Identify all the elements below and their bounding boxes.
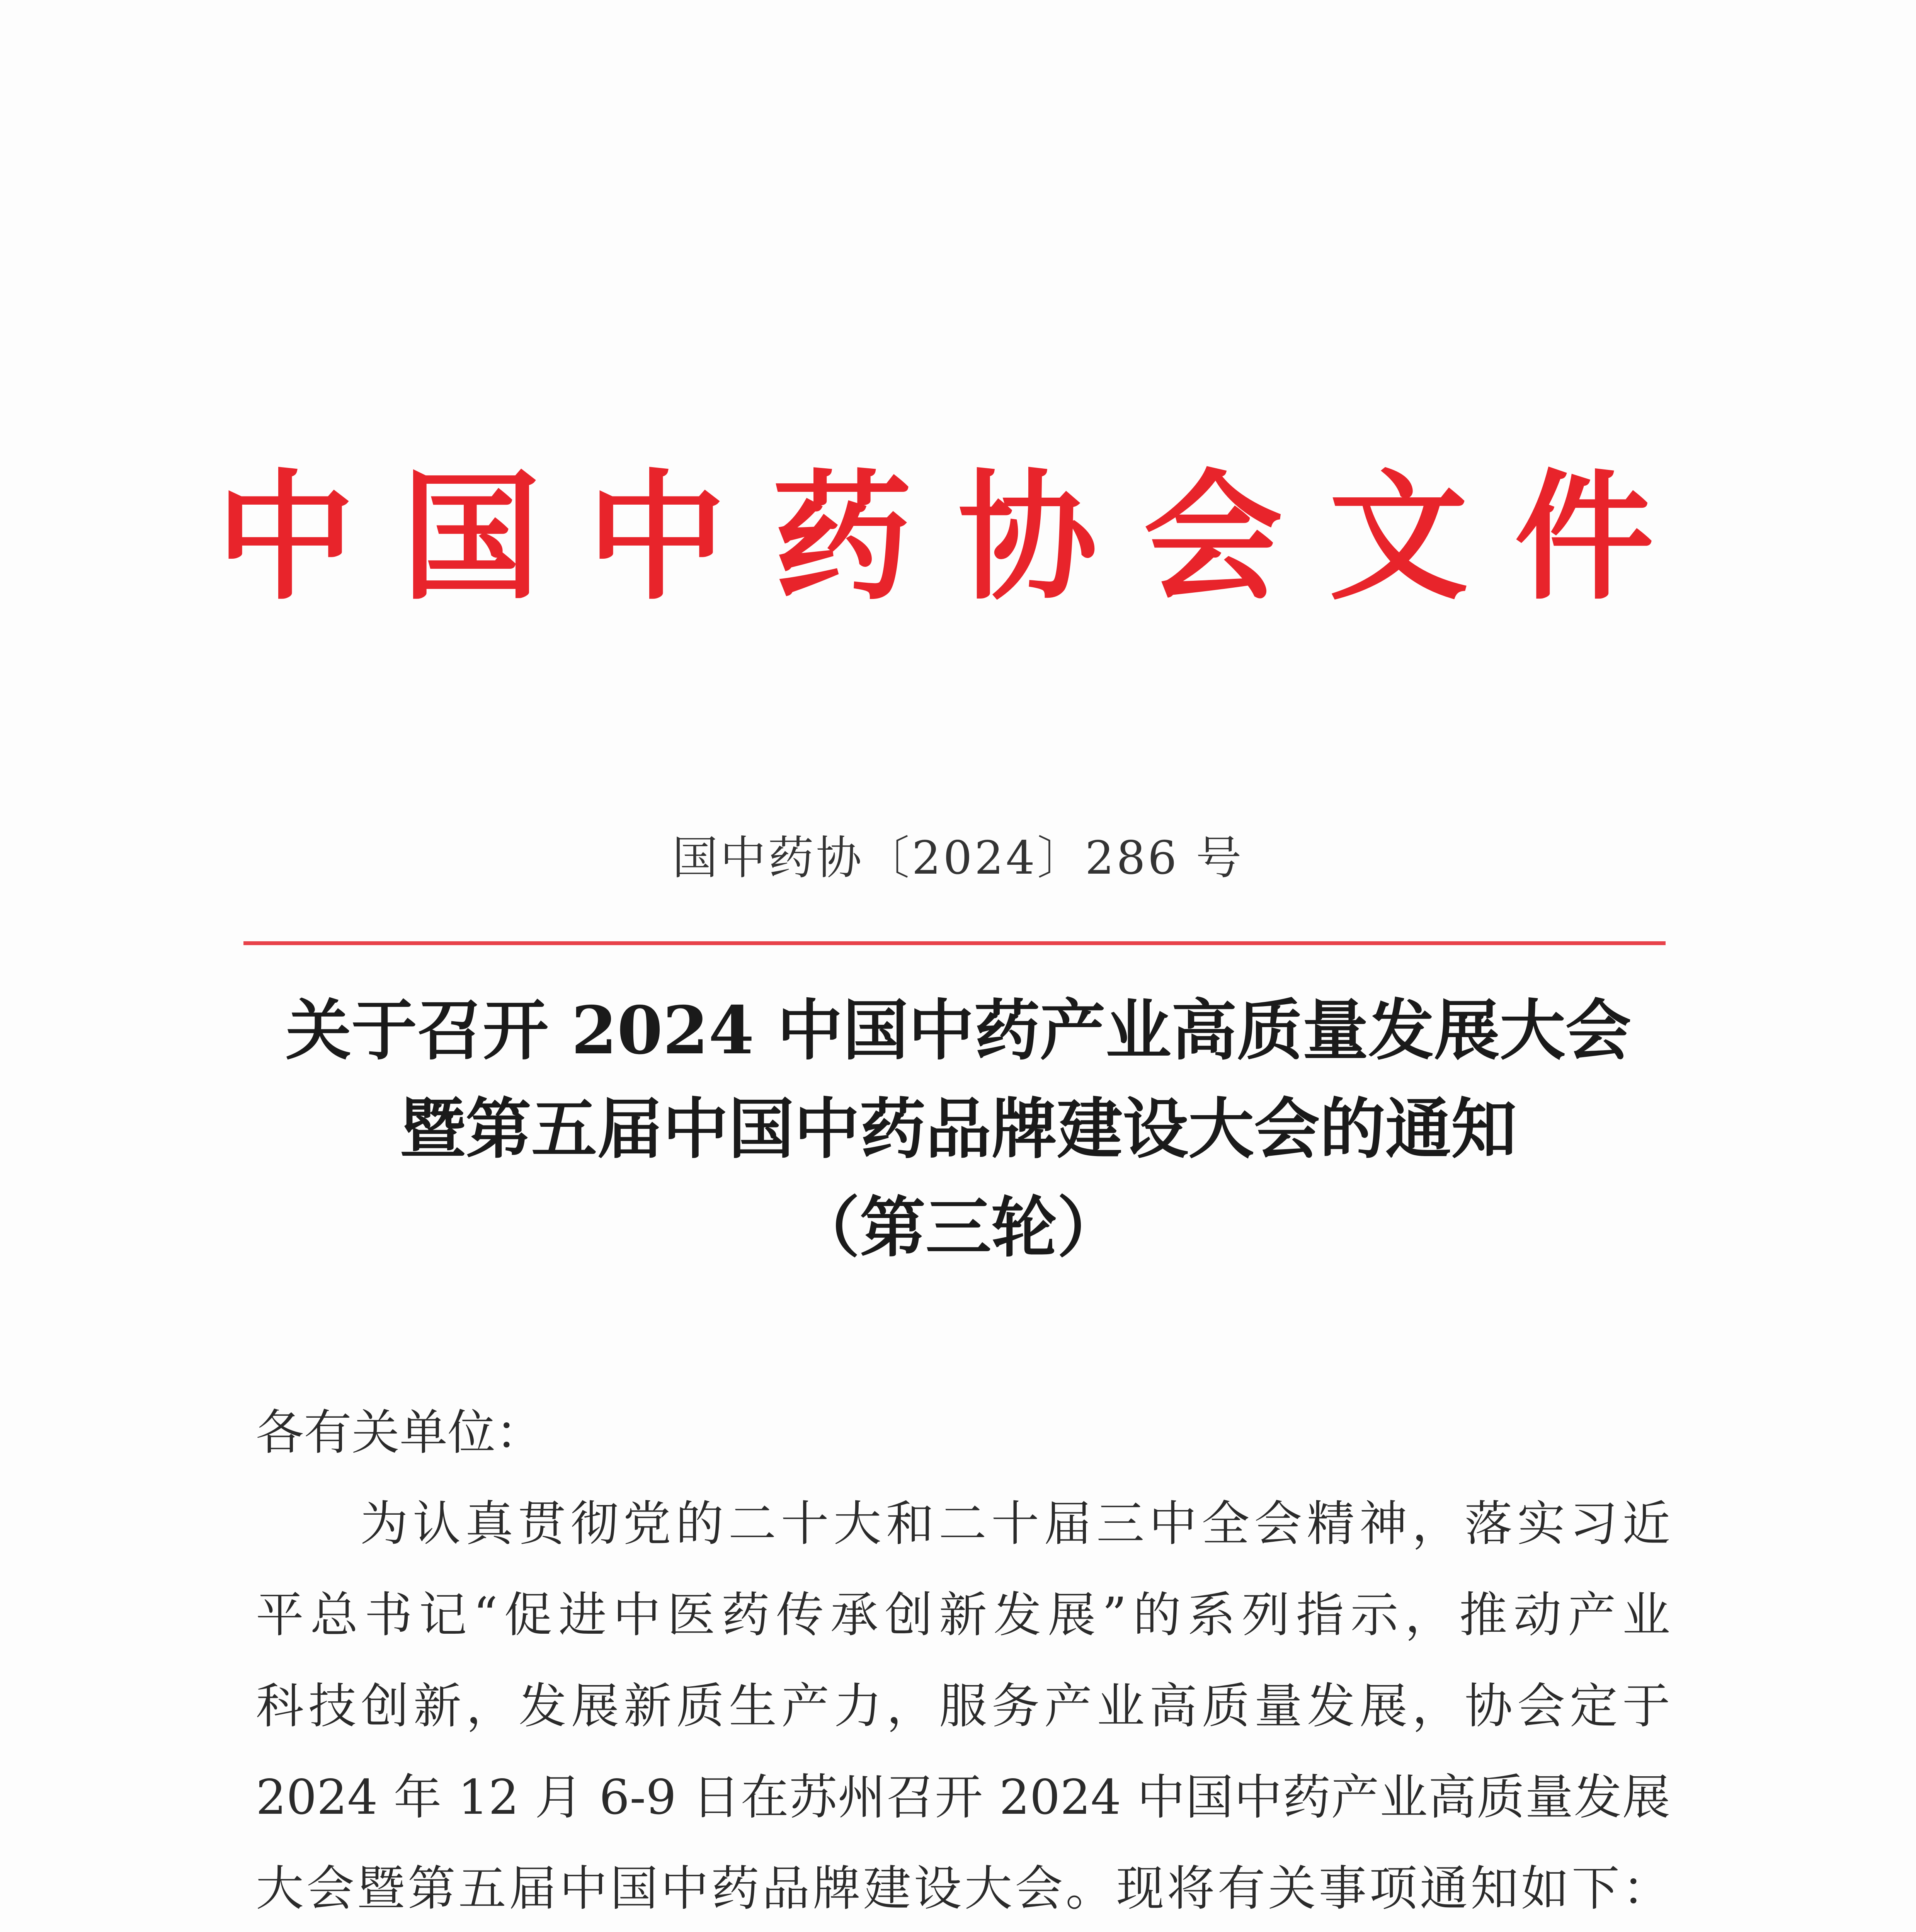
title-line-2: 暨第五届中国中药品牌建设大会的通知	[400, 1090, 1517, 1168]
masthead-title: 中国中药协会文件	[216, 455, 1700, 619]
paragraph-1-line-2: 平总书记“促进中医药传承创新发展”的系列指示，推动产业	[256, 1587, 1670, 1643]
red-divider-rule	[243, 941, 1666, 945]
title-line-1: 关于召开 2024 中国中药产业高质量发展大会	[286, 992, 1631, 1069]
salutation: 各有关单位：	[256, 1405, 544, 1461]
paragraph-1-line-3: 科技创新，发展新质生产力，服务产业高质量发展，协会定于	[256, 1679, 1670, 1734]
paragraph-1-line-4: 2024 年 12 月 6-9 日在苏州召开 2024 中国中药产业高质量发展	[256, 1770, 1670, 1825]
document-body	[256, 1387, 1670, 1932]
paragraph-1-line-5: 大会暨第五届中国中药品牌建设大会。现将有关事项通知如下：	[256, 1861, 1670, 1917]
notice-title	[216, 981, 1700, 1277]
paragraph-1-line-1: 为认真贯彻党的二十大和二十届三中全会精神，落实习近	[360, 1496, 1670, 1552]
title-line-3: （第三轮）	[794, 1189, 1123, 1266]
document-number: 国中药协〔2024〕286 号	[672, 831, 1244, 884]
